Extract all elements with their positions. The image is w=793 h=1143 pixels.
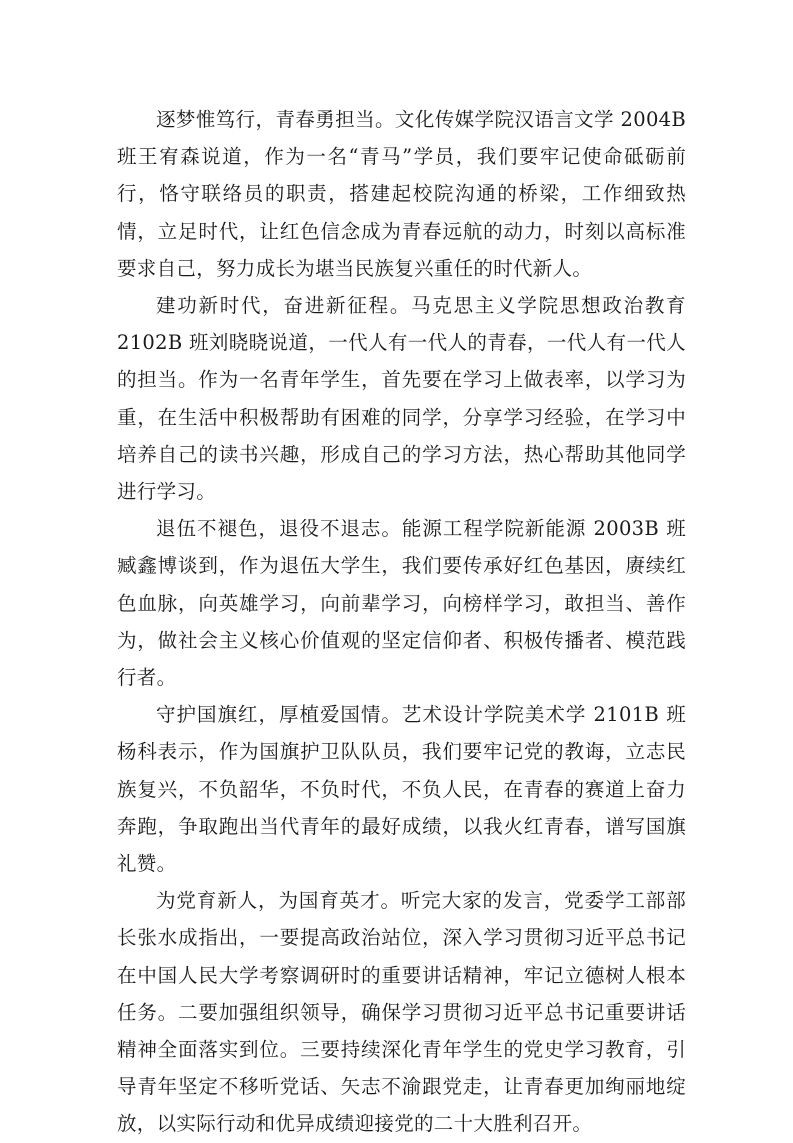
paragraph-yang-ke: 守护国旗红，厚植爱国情。艺术设计学院美术学 2101B 班杨科表示，作为国旗护卫队队员，我们要牢记党的教诲，立志民族复兴，不负韶华，不负时代，不负人民，在青春的赛道上奋力奔跑，争取跑出当代青年的最好成绩，以我火红青春，谱写国旗礼赞。	[117, 703, 686, 876]
paragraph-zang-xinbo: 退伍不褪色，退役不退志。能源工程学院新能源 2003B 班臧鑫博谈到，作为退伍大学生，我们要传承好红色基因，赓续红色血脉，向英雄学习，向前辈学习，向榜样学习，敢担当、善作为，做社会主义核心价值观的坚定信仰者、积极传播者、模范践行者。	[117, 517, 686, 690]
document-body	[117, 101, 686, 1143]
paragraph-zhang-shuicheng: 为党育新人，为国育英才。听完大家的发言，党委学工部部长张水成指出，一要提高政治站位，深入学习贯彻习近平总书记在中国人民大学考察调研时的重要讲话精神，牢记立德树人根本任务。二要加强组织领导，确保学习贯彻习近平总书记重要讲话精神全面落实到位。三要持续深化青年学生的党史学习教育，引导青年坚定不移听党话、矢志不渝跟党走，让青春更加绚丽地绽放，以实际行动和优异成绩迎接党的二十大胜利召开。	[117, 889, 686, 1136]
paragraph-wang-yousen: 逐梦惟笃行，青春勇担当。文化传媒学院汉语言文学 2004B 班王宥森说道，作为一名“青马”学员，我们要牢记使命砥砺前行，恪守联络员的职责，搭建起校院沟通的桥梁，工作细致热情，立足时代，让红色信念成为青春远航的动力，时刻以高标准要求自己，努力成长为堪当民族复兴重任的时代新人。	[117, 108, 686, 280]
paragraph-liu-xiaoxiao: 建功新时代，奋进新征程。马克思主义学院思想政治教育 2102B 班刘晓晓说道，一代人有一代人的青春，一代人有一代人的担当。作为一名青年学生，首先要在学习上做表率，以学习为重，在生活中积极帮助有困难的同学，分享学习经验，在学习中培养自己的读书兴趣，形成自己的学习方法，热心帮助其他同学进行学习。	[117, 294, 686, 504]
